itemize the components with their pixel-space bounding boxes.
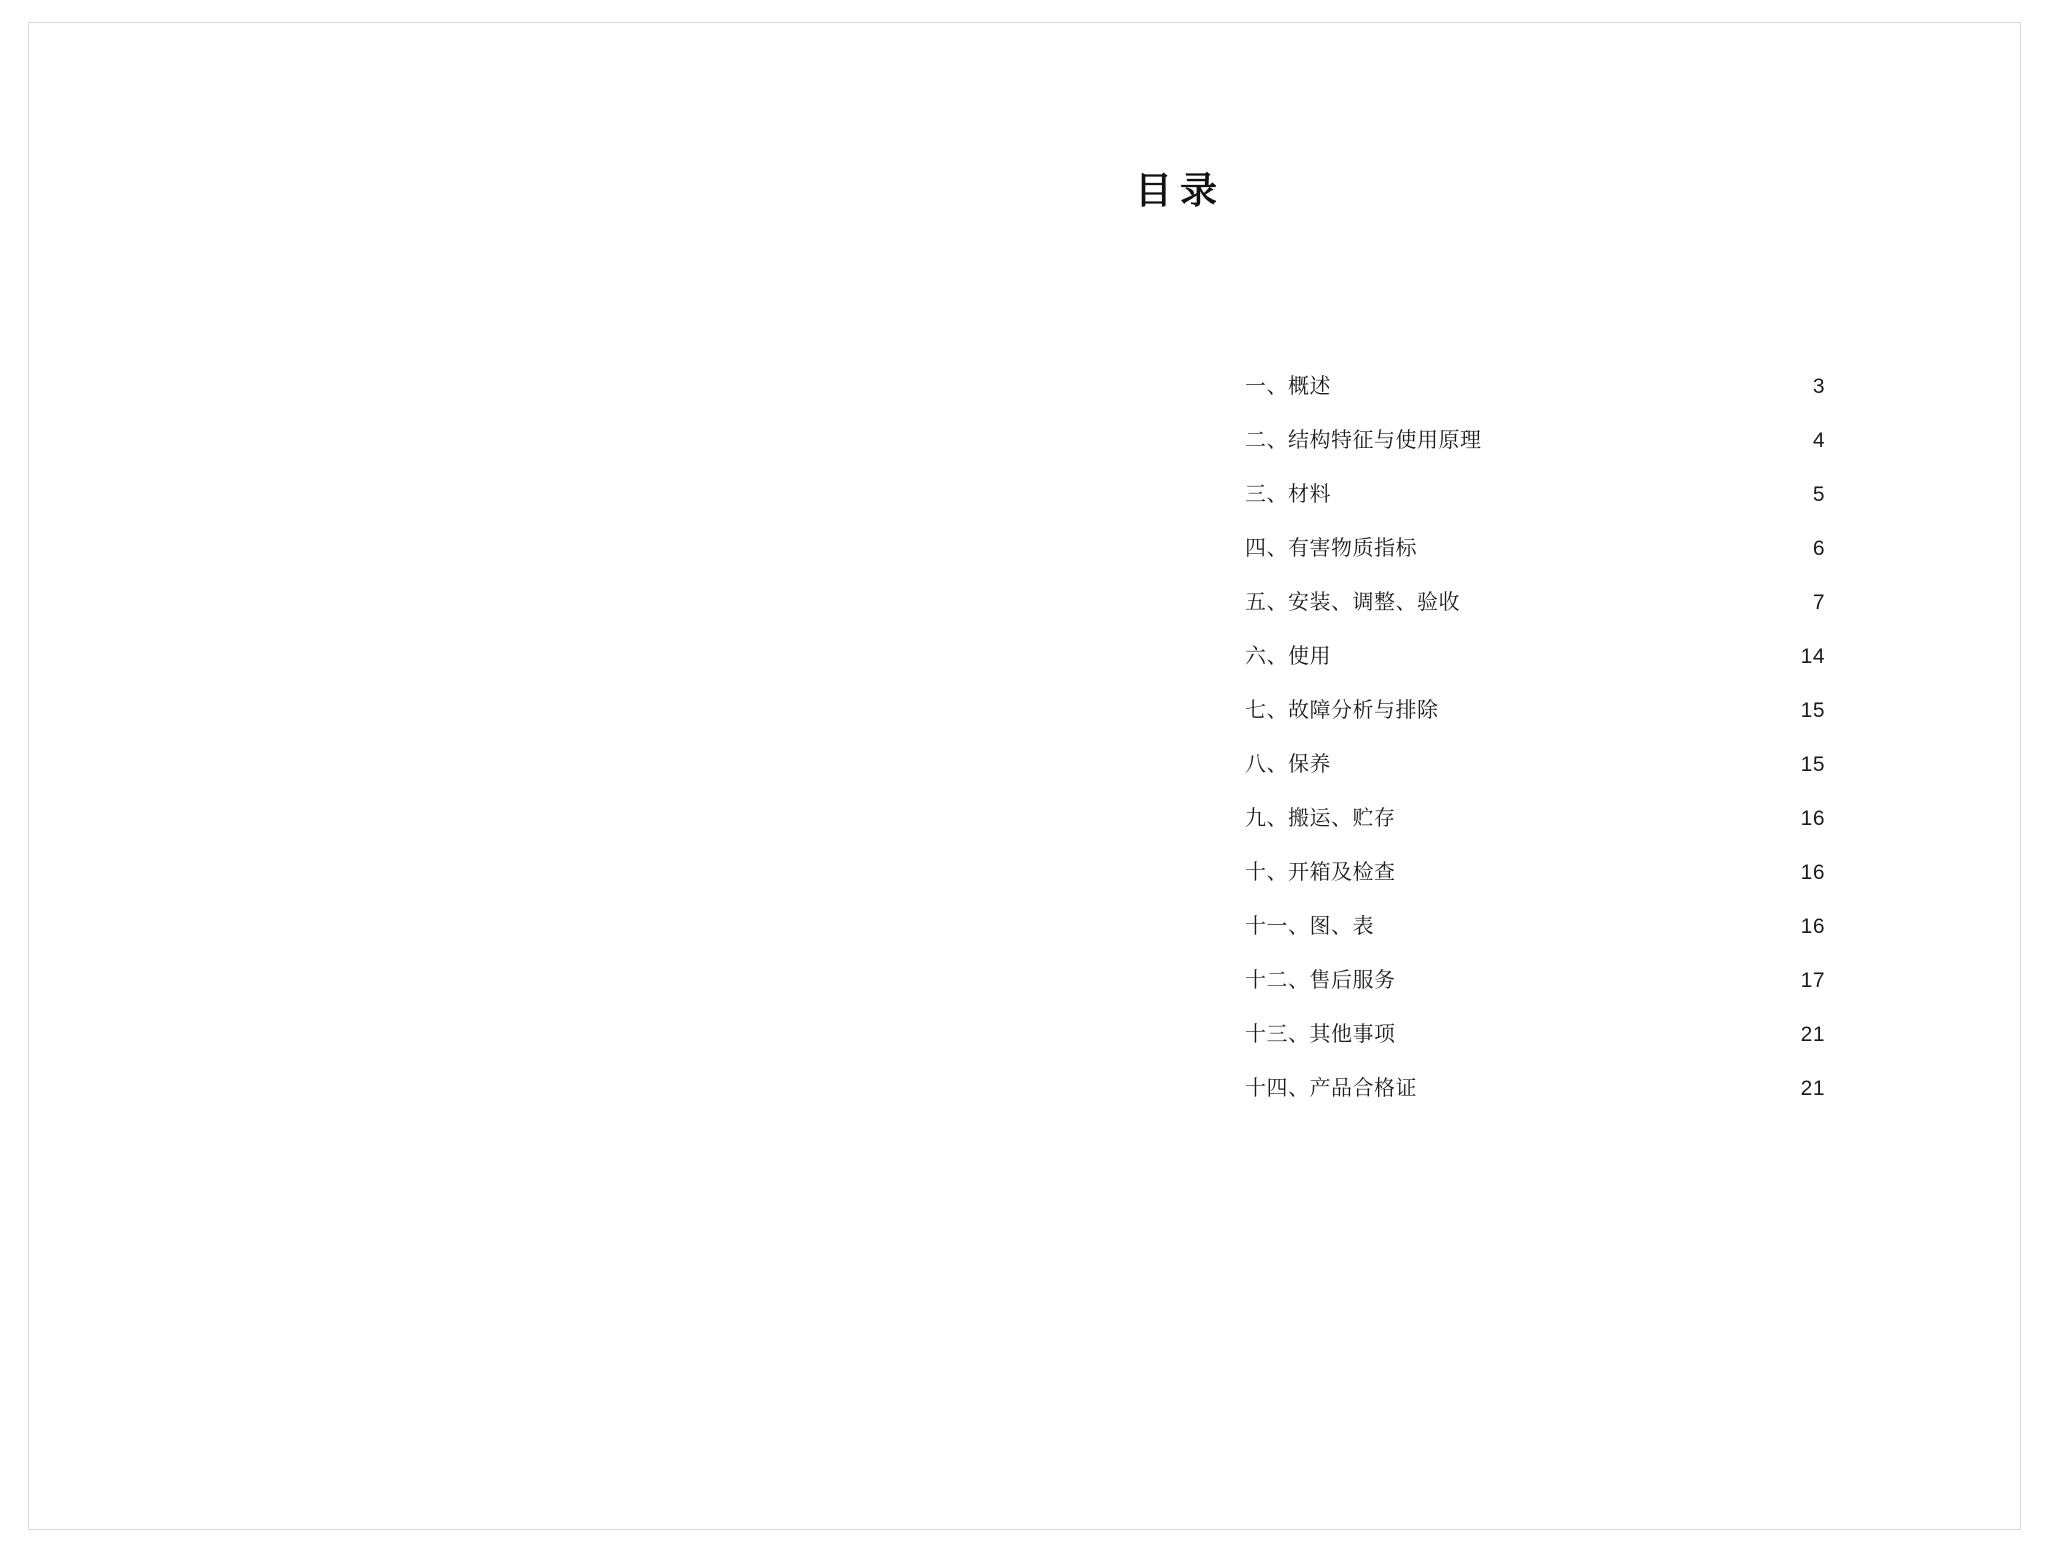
toc-leader-dots bbox=[1397, 1020, 1791, 1041]
toc-entry[interactable] bbox=[1245, 468, 1825, 522]
toc-leader-dots bbox=[1397, 966, 1791, 987]
toc-leader-dots bbox=[1375, 912, 1790, 933]
toc-leader-dots bbox=[1397, 804, 1791, 825]
toc-entry-label: 一、概述 bbox=[1245, 375, 1331, 398]
toc-entry-label: 九、搬运、贮存 bbox=[1245, 807, 1396, 830]
toc-entry-label: 十三、其他事项 bbox=[1245, 1023, 1396, 1046]
toc-entry-label: 十一、图、表 bbox=[1245, 915, 1374, 938]
toc-entry[interactable] bbox=[1245, 360, 1825, 414]
toc-entry-page: 16 bbox=[1800, 915, 1825, 938]
toc-entry[interactable] bbox=[1245, 684, 1825, 738]
toc-entry-label: 十四、产品合格证 bbox=[1245, 1077, 1417, 1100]
toc-entry-page: 7 bbox=[1812, 591, 1825, 614]
toc-entry[interactable] bbox=[1245, 630, 1825, 684]
toc-entry-page: 21 bbox=[1800, 1023, 1825, 1046]
toc-entry-label: 四、有害物质指标 bbox=[1245, 537, 1417, 560]
toc-leader-dots bbox=[1332, 750, 1790, 771]
page-title: 目录 bbox=[1135, 170, 1225, 211]
toc-leader-dots bbox=[1332, 372, 1790, 393]
toc-entry-label: 八、保养 bbox=[1245, 753, 1331, 776]
toc-entry[interactable] bbox=[1245, 954, 1825, 1008]
toc-entry[interactable] bbox=[1245, 1062, 1825, 1116]
toc-entry-page: 5 bbox=[1812, 483, 1825, 506]
toc-entry-page: 21 bbox=[1800, 1077, 1825, 1100]
toc-entry-page: 16 bbox=[1800, 807, 1825, 830]
toc-leader-dots bbox=[1440, 696, 1791, 717]
toc-leader-dots bbox=[1332, 642, 1790, 663]
toc-entry-page: 16 bbox=[1800, 861, 1825, 884]
toc-entry[interactable] bbox=[1245, 900, 1825, 954]
toc-entry-label: 十、开箱及检查 bbox=[1245, 861, 1396, 884]
toc-entry-label: 二、结构特征与使用原理 bbox=[1245, 429, 1482, 452]
toc-entry[interactable] bbox=[1245, 846, 1825, 900]
toc-entry-page: 4 bbox=[1812, 429, 1825, 452]
toc-entry-page: 14 bbox=[1800, 645, 1825, 668]
toc-entry-page: 15 bbox=[1800, 753, 1825, 776]
toc-entry-label: 十二、售后服务 bbox=[1245, 969, 1396, 992]
toc-entry[interactable] bbox=[1245, 792, 1825, 846]
toc-leader-dots bbox=[1397, 858, 1791, 879]
toc-leader-dots bbox=[1418, 1074, 1790, 1095]
toc-leader-dots bbox=[1332, 480, 1790, 501]
toc-entry-label: 五、安装、调整、验收 bbox=[1245, 591, 1460, 614]
toc-leader-dots bbox=[1483, 426, 1791, 447]
toc-leader-dots bbox=[1461, 588, 1790, 609]
toc-entry-page: 15 bbox=[1800, 699, 1825, 722]
toc-entry-page: 6 bbox=[1812, 537, 1825, 560]
toc-leader-dots bbox=[1418, 534, 1790, 555]
toc-entry-page: 17 bbox=[1800, 969, 1825, 992]
toc-entry[interactable] bbox=[1245, 738, 1825, 792]
toc-entry-label: 六、使用 bbox=[1245, 645, 1331, 668]
toc-entry[interactable] bbox=[1245, 576, 1825, 630]
toc-entry[interactable] bbox=[1245, 522, 1825, 576]
toc-entry-page: 3 bbox=[1812, 375, 1825, 398]
toc-entry-label: 三、材料 bbox=[1245, 483, 1331, 506]
toc-entry-label: 七、故障分析与排除 bbox=[1245, 699, 1439, 722]
table-of-contents bbox=[1245, 360, 1825, 1116]
toc-entry[interactable] bbox=[1245, 1008, 1825, 1062]
toc-entry[interactable] bbox=[1245, 414, 1825, 468]
